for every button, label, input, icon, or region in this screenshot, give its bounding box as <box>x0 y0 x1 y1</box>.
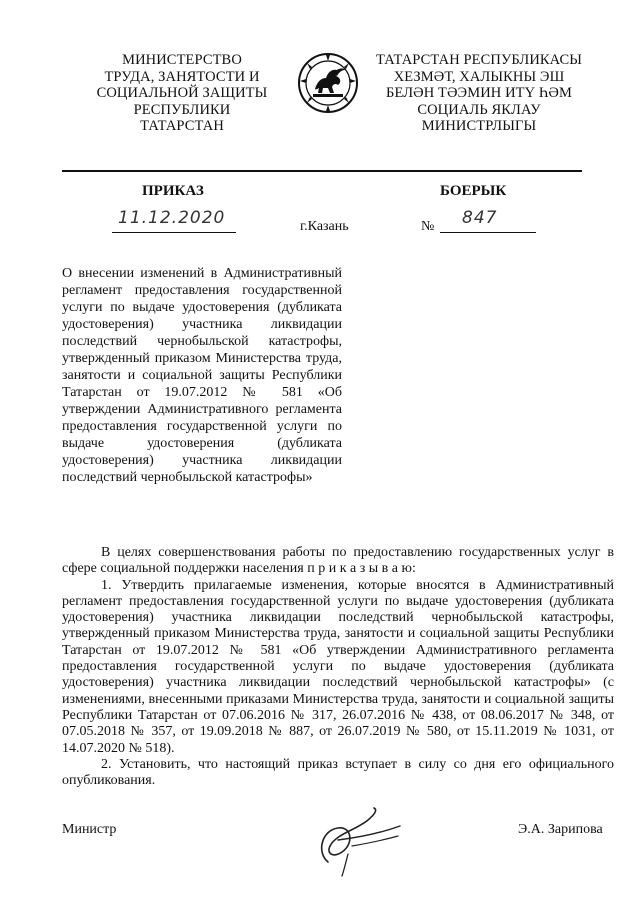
coat-of-arms-icon <box>297 52 359 114</box>
number-underline <box>440 232 536 233</box>
header-divider <box>62 170 582 172</box>
order-number: 847 <box>462 208 498 228</box>
ministry-name-ru-line: РЕСПУБЛИКИ <box>133 101 231 118</box>
ministry-name-ru-line: СОЦИАЛЬНОЙ ЗАЩИТЫ <box>96 85 268 101</box>
ministry-name-tatar <box>366 52 592 135</box>
boeryk-heading: БОЕРЫК <box>440 183 507 199</box>
order-title: О внесении изменений в Административный регламент предоставления государственной услуги по выдаче удостоверения (дубликата удостоверения) участника ликвидации последствий чернобыльской катастрофы, утвержденный приказом Министерства труда, занятости и социальной защиты Республики Татарстан от 19.07.2012 № 581 «Об утверждении Административного регламента предоставления государственной услуги по выдаче удостоверения (дубликата удостоверения) участника ликвидации последствий чернобыльской катастрофы» <box>62 266 342 485</box>
ministry-name-tt-line: БЕЛӘН ТӘЭМИН ИТҮ ҺӘМ <box>386 85 572 101</box>
ministry-name-russian <box>82 52 282 135</box>
item-1-paragraph: 1. Утвердить прилагаемые изменения, которые вносятся в Административный регламент предоставления государственной услуги по выдаче удостоверения (дубликата удостоверения) участника ликвидации последствий чернобыльской катастрофы, утвержденный приказом Министерства труда, занятости и социальной защиты Республики Татарстан от 19.07.2012 № 581 «Об утверждении Административного регламента предоставления государственной услуги по выдаче удостоверения (дубликата удостоверения) участника ликвидации последствий чернобыльской катастрофы» (с изменениями, внесенными приказами Министерства труда, занятости и социальной защиты Республики Татарстан от 07.06.2016 № 317, 26.07.2016 № 438, от 08.06.2017 № 348, от 07.05.2018 № 357, от 19.09.2018 № 887, от 26.07.2019 № 580, от 15.11.2019 № 1031, от 14.07.2020 № 518). <box>62 577 614 756</box>
order-body <box>62 545 614 789</box>
ministry-name-tt-line: МИНИСТРЛЫГЫ <box>421 118 537 134</box>
ministry-name-tt-line: СОЦИАЛЬ ЯКЛАУ <box>417 101 541 118</box>
ministry-name-ru-line: МИНИСТЕРСТВО <box>122 52 242 68</box>
ministry-name-ru-line: ТРУДА, ЗАНЯТОСТИ И <box>104 68 260 85</box>
ministry-name-tt-line: ТАТАРСТАН РЕСПУБЛИКАСЫ <box>375 52 583 68</box>
signatory-position: Министр <box>62 822 117 837</box>
number-sign: № <box>421 219 435 234</box>
signatory-name: Э.А. Зарипова <box>518 822 603 837</box>
ministry-name-ru-line: ТАТАРСТАН <box>140 118 224 134</box>
intro-paragraph: В целях совершенствования работы по предоставлению государственных услуг в сфере социальной поддержки населения п р и к а з ы в а ю: <box>62 545 614 577</box>
order-date: 11.12.2020 <box>118 208 226 228</box>
item-2-paragraph: 2. Установить, что настоящий приказ вступает в силу со дня его официального опубликования. <box>62 756 614 789</box>
date-underline <box>112 232 236 233</box>
city-label: г.Казань <box>300 219 349 234</box>
ministry-name-tt-line: ХЕЗМӘТ, ХАЛЫКНЫ ЭШ <box>393 68 565 85</box>
prikaz-heading: ПРИКАЗ <box>142 183 204 199</box>
handwritten-signature <box>308 800 408 880</box>
